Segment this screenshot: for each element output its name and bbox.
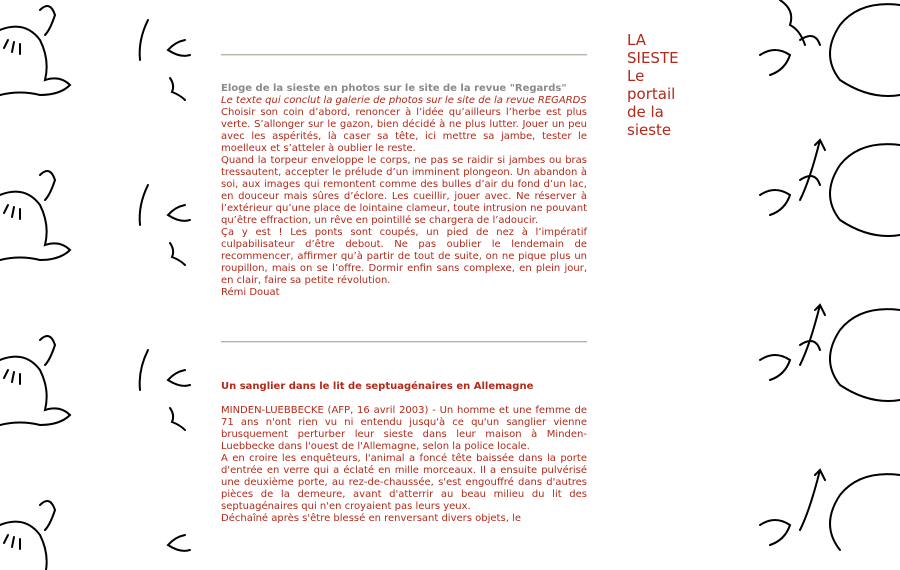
article-paragraph: Quand la torpeur enveloppe le corps, ne pas se raidir si jambes ou bras tressautent, accepter le prélude d’un imminent plongeon. Un abandon à soi, aux images qui remontent comme des bulles d’air du fond d’un lac, en douceur mais sûres d’éclore. Les cueillir, jouer avec. Ne réserver à l’extérieur qu’une place de lointaine clameur, toute intrusion ne pouvant qu’être effraction, un rêve en pointillé se chargera de l’adoucir. xyxy=(221,155,587,226)
article-sanglier xyxy=(221,381,587,525)
article-paragraph: A en croire les enquêteurs, l'animal a foncé tête baissée dans la porte d'entrée en verre qui a éclaté en mille morceaux. Il a ensuite pulvérisé une deuxième porte, au rez-de-chaussée, s'est engouffré dans d'autres pièces de la demeure, avant d'atterrir au beau milieu du lit des septuagénaires qui n'en croyaient pas leurs yeux. xyxy=(221,453,587,512)
sleeping-figure-drawing xyxy=(740,0,900,570)
site-title-block xyxy=(627,31,697,139)
site-name: LA SIESTE xyxy=(627,31,679,67)
article-intro: Le texte qui conclut la galerie de photos sur le site de la revue REGARDS xyxy=(221,95,587,106)
article-paragraph: Ça y est ! Les ponts sont coupés, un pied de nez à l’impératif culpabilisateur d’être debout. Ne pas oublier le lendemain de recommencer, affirmer qu’à partir de tout de suite, on ne pique plus un roupillon, mais on se l’offre. Dormir enfin sans complexe, en plein jour, en clair, faire sa petite révolution. xyxy=(221,227,587,286)
article-paragraph: Déchaîné après s'être blessé en renversant divers objets, le xyxy=(221,513,521,524)
sleeping-figure-drawing xyxy=(0,0,200,570)
article-paragraph: MINDEN-LUEBBECKE (AFP, 16 avril 2003) - Un homme et une femme de 71 ans n'ont rien vu ni entendu jusqu'à ce qu'un sanglier vienne brusquement perturber leur sieste dans leur maison à Minden-Luebbecke dans l'ouest de l'Allemagne, selon la police locale. xyxy=(221,405,587,452)
right-decor-column xyxy=(740,0,900,570)
article-regards xyxy=(221,83,587,299)
left-decor-column xyxy=(0,0,200,570)
article-title: Un sanglier dans le lit de septuagénaires en Allemagne xyxy=(221,381,534,392)
divider xyxy=(221,341,587,343)
site-tagline: Le portail de la sieste xyxy=(627,67,676,139)
article-title: Eloge de la sieste en photos sur le site de la revue "Regards" xyxy=(221,83,567,94)
divider xyxy=(221,54,587,56)
main-content xyxy=(221,0,587,525)
article-paragraph: Choisir son coin d’abord, renoncer à l’idée qu’ailleurs l’herbe est plus verte. S’allonger sur le gazon, bien décidé à ne plus lutter. Jouer un peu avec les aspérités, là caser sa tête, ici mettre sa jambe, tester le moelleux et s’atteler à oublier le reste. xyxy=(221,107,587,154)
article-author: Rémi Douat xyxy=(221,287,280,298)
